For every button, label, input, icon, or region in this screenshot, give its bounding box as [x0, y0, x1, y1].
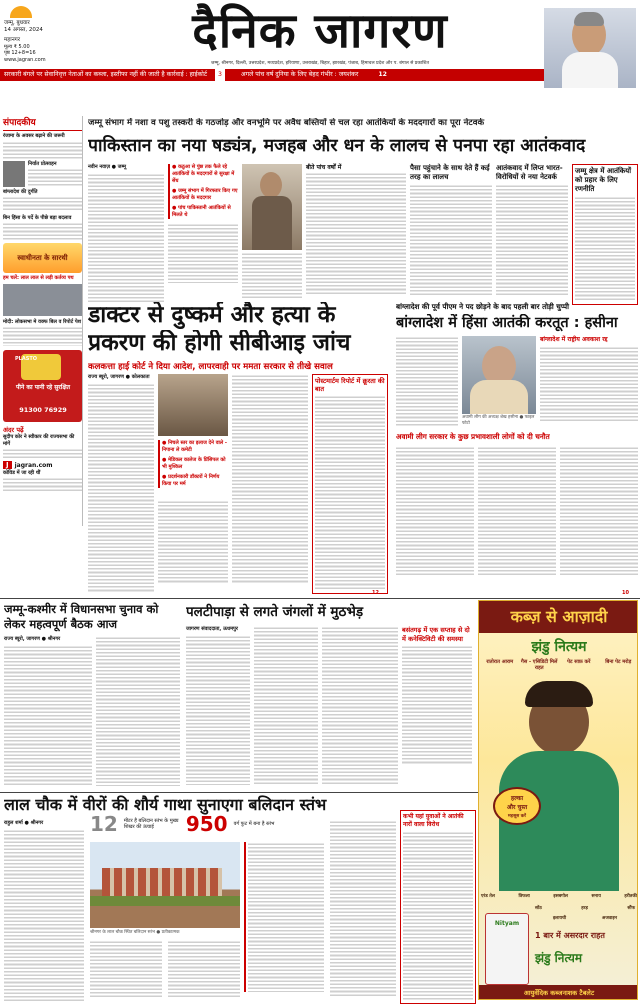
sidebar-c: [572, 164, 638, 305]
page-mark-2: 10: [622, 590, 629, 596]
left-column: [3, 116, 83, 526]
plasto-phone[interactable]: 91300 76929: [19, 406, 67, 414]
bangla-headline[interactable]: बांग्लादेश में हिंसा आतंकी करतूत : हसीना: [396, 315, 618, 331]
lead-body-col-3: [306, 164, 406, 294]
lead-box-1: ● कठुआ से पुंछ तक फैले रहे आतंकियों के मददगारों से सुरक्षा में सेंध: [172, 164, 235, 184]
doctor-body-col-1: [88, 374, 154, 593]
lead-box: [168, 164, 238, 283]
fact-2-text: वर्ग फुट में बना है स्तंभ: [233, 820, 275, 827]
encounter-headline[interactable]: पलटीपाड़ा से लगते जंगलों में मुठभेड़: [186, 604, 364, 620]
ad-bubble-1: हल्का: [510, 795, 524, 802]
ad-tag-4: बिना पेट मरोड़: [605, 659, 632, 665]
lalchowk-points: [244, 842, 324, 992]
herb-row-3: [535, 915, 635, 921]
lalchowk-caption: श्रीनगर के लाल चौक स्थित बलिदान स्तंभ ● प्रतीकात्मक: [90, 930, 180, 935]
doctor-headline-2[interactable]: प्रकरण की होगी सीबीआइ जांच: [88, 330, 351, 356]
bangla-rights[interactable]: बांग्लादेश में राष्ट्रीय अवकाश रद्द: [540, 336, 608, 343]
ad-bubble: [493, 787, 541, 825]
herb-5: हरीतकी: [624, 894, 637, 899]
lead-box-2: ● जम्मू संभाग में गिरफ्तार किए गए आतंकियों के मददगार: [172, 188, 238, 201]
lalchowk-body-1: [4, 820, 84, 1001]
editorial-bottom[interactable]: बिन हिंसा के पर्दे के पीछे बड़ा बदलाव: [3, 215, 72, 221]
doctor-box-a: ● निचले स्तर का इलाज देने वाले - निपाना ले कमेटी: [162, 440, 227, 453]
ad-tag-1: रातोरात आराम: [486, 659, 514, 665]
doctor-kicker: कलकत्ता हाई कोर्ट ने दिया आदेश, लापरवाही पर ममता सरकार से तीखे सवाल: [88, 362, 333, 372]
columnist-photo: [3, 161, 25, 187]
editorial-item-3[interactable]: बांग्लादेश की दुर्गति: [3, 189, 38, 195]
editorial-heading: संपादकीय: [3, 116, 82, 131]
ticker-page-1: 3: [215, 69, 225, 81]
doctor-photo: [158, 374, 228, 436]
jk-headline[interactable]: जम्मू-कश्मीर में विधानसभा चुनाव को लेकर महत्वपूर्ण बैठक आज: [4, 602, 159, 631]
herb-3: इसबगोल: [553, 894, 568, 899]
lalchowk-side-head[interactable]: कभी यहां युवाओं ने आतंकी नारों वाला विरोध: [403, 813, 464, 828]
herb-2: त्रिफला: [518, 894, 530, 899]
doctor-box-c: ● प्रदर्शनकारी डॉक्टरों ने निर्णय किया पर मर्म: [162, 474, 220, 487]
side-story-2-title[interactable]: मोदी: लोकसभा मे वक्फ बिल व रिपोर्ट पेश: [3, 319, 82, 325]
paper-logo: दैनिक जागरण: [192, 3, 448, 59]
rajasthan-box: [402, 626, 472, 765]
bangla-kicker: बांग्लादेश की पूर्व पीएम ने पद छोड़ने के बाद पहली बार तोड़ी चुप्पी: [396, 302, 569, 311]
masthead-photo: [544, 8, 636, 88]
sidebar-a: [410, 164, 492, 296]
ad-tags: [481, 659, 637, 681]
ad-footer: आयुर्वेदिक कब्जनाशक टैबलेट: [479, 985, 638, 1000]
ticker-item-1[interactable]: सरकारी बंगले पर सेवानिवृत्त नेताओं का कब्जा, इस्तीफा नहीं की जाती है कार्रवाई : हाईकोर्ट: [4, 71, 208, 78]
lalchowk-side: [400, 810, 476, 1004]
news-ticker: [0, 69, 544, 81]
herb-row-2: [535, 905, 635, 911]
postmortem-box: [312, 374, 388, 594]
doctor-body-col-3: [232, 374, 308, 584]
herb-1: एरंड तेल: [481, 894, 495, 899]
lalchowk-byline: राहुल शर्मा ● श्रीनगर: [4, 820, 44, 826]
herb-7: हरड़: [581, 906, 588, 911]
ad-pack: Nityam: [485, 913, 529, 985]
lead-photo: [242, 164, 302, 250]
rajasthan-head[interactable]: बसंतगढ़ में एक सप्ताह से दो में कनेक्टिविटी की समस्या: [402, 626, 470, 643]
sidebar-b-head[interactable]: आतंकवाद में लिप्त भारत-विरोधियों से नया नेटवर्क: [496, 164, 563, 181]
inside-heading: अंदर पढ़ें: [3, 426, 24, 434]
ad-bubble-3: महसूस करें: [507, 814, 527, 819]
hasina-caption: अवामी लीग की अध्यक्ष शेख हसीना ● फाइल फोटो: [462, 415, 535, 426]
herb-9: इलायची: [552, 916, 566, 921]
doctor-box: [158, 440, 228, 488]
hasina-photo: [462, 336, 536, 414]
plasto-text: पीने का पानी रहे सुरक्षित: [15, 384, 71, 391]
bangla-side: [540, 336, 638, 422]
ad-title: कब्ज़ से आज़ादी: [479, 601, 638, 633]
encounter-byline: जागरण संवाददाता, ऊधमपुर: [186, 626, 238, 632]
encounter-body-1: [186, 626, 250, 785]
page-mark-1: 12: [372, 590, 379, 596]
zandu-ad[interactable]: [478, 600, 638, 1000]
doctor-byline: राज्य ब्यूरो, जागरण ● कोलकाता: [88, 374, 150, 380]
ad-bubble-2: और चुस्त: [506, 804, 528, 811]
lead-body-col-1: [88, 164, 164, 303]
herb-8: सौंफ: [627, 906, 635, 911]
ad-tag-3: पेट साफ़ करें: [567, 659, 591, 665]
jk-byline: राज्य ब्यूरो, जागरण ● श्रीनगर: [4, 636, 61, 642]
lead-kicker: जम्मू संभाग में नशा व पशु तस्करी के गठजोड़ और वनभूमि पर अवैध बस्तियों से चल रहा आतंकियों के मददगारों का पूरा नेटवर्क: [88, 118, 485, 128]
pages: पृष्ठ 12+8=16: [4, 50, 36, 56]
date: जम्मू, बुधवार: [4, 20, 30, 26]
ad-tag-2: गैस - एसिडिटी मिलें राहत: [521, 659, 558, 671]
swadhinta-banner[interactable]: स्वाधीनता के सारथी: [3, 243, 82, 273]
jk-body-1: [4, 636, 92, 785]
herb-10: अजवाइन: [601, 916, 618, 921]
fact-2-number: 950: [185, 812, 228, 836]
ad-bottom: 1 बार में असरदार राहत: [535, 931, 605, 940]
herb-row-1: [481, 893, 637, 899]
lead-headline[interactable]: पाकिस्तान का नया षड्यंत्र, मजहब और धन के लालच से पनपा रहा आतंकवाद: [88, 136, 586, 156]
lalchowk-headline[interactable]: लाल चौक में वीरों की शौर्य गाथा सुनाएगा बलिदान स्तंभ: [4, 795, 327, 814]
editorial-item-2[interactable]: निर्यात प्रोत्साहन: [28, 161, 57, 167]
plasto-brand: PLASTO: [15, 356, 37, 362]
lead-byline: नवीन नवाज़ ● जम्मू: [88, 164, 126, 170]
ticker-item-2[interactable]: अगले पांच वर्ष दुनिया के लिए बेहद गंभीर : जयशंकर: [240, 71, 359, 78]
lalchowk-facts: [90, 810, 300, 838]
sidebar-b: [496, 164, 568, 296]
masthead-info: [4, 6, 74, 66]
jagran-j-icon: J: [3, 461, 12, 469]
publication-cities: जम्मू, श्रीनगर, दिल्ली, उत्तरप्रदेश, मध्यप्रदेश, हरियाणा, उत्तराखंड, बिहार, झारखंड, पंजाब, हिमाचल प्रदेश और प. बंगाल से प्रकाशित: [210, 61, 430, 66]
editorial-item-1[interactable]: रंजामा के अवसर बढ़ाने की जरूरी: [3, 133, 65, 139]
jagran-site[interactable]: jagran.com: [14, 461, 53, 469]
lalchowk-photo: [90, 842, 240, 928]
fact-1-text: मीटर है बलिदान स्तंभ के मुख्य शिखर की ऊंचाई: [123, 817, 179, 830]
sidebar-a-head[interactable]: पैसा पहुंचाने के साथ देते हैं कई तरह का लालच: [410, 164, 490, 181]
sidebar-a-title: बीते पांच वर्षों में: [306, 164, 342, 171]
doctor-headline-1[interactable]: डाक्टर से दुष्कर्म और हत्या के: [88, 302, 336, 328]
sun-logo-icon: [10, 6, 32, 18]
fact-1-number: 12: [90, 812, 118, 836]
ad-logo: झंडु नित्यम: [535, 951, 583, 965]
ad-brand: झंडु नित्यम: [531, 639, 587, 655]
postmortem-head[interactable]: पोस्टमार्टम रिपोर्ट में क्रूरता की बात: [315, 377, 385, 393]
plasto-ad[interactable]: [3, 350, 82, 422]
date-2: 14 अगस्त, 2024: [4, 27, 43, 33]
sidebar-c-head[interactable]: जम्मू क्षेत्र में आतंकियों को प्रहार के लिए रणनीति: [575, 167, 632, 193]
side-story-title[interactable]: हम चलें: लाल लाल से लड़ी कर्तव्य पथ: [3, 275, 74, 281]
side-story-photo: [3, 284, 82, 316]
herb-6: सोंठ: [535, 906, 542, 911]
ticker-page-2: 12: [378, 71, 387, 78]
price: मूल्य ₹ 5.00: [4, 44, 30, 50]
doctor-box-b: ● मेडिकल कालेज के प्रिंसिपल को भी मुश्किल: [162, 457, 226, 470]
herb-4: सनाय: [591, 894, 601, 899]
lead-box-3: ● पांच पाकिस्तानी आतंकियों से मिलते थे: [172, 205, 231, 218]
bangla-sub: अवामी लीग सरकार के कुछ प्रभावशाली लोगों को दी चनौत: [396, 432, 550, 441]
website[interactable]: www.jagran.com: [4, 57, 46, 63]
jagran-line[interactable]: कोविड में जा रही थीं: [3, 470, 41, 476]
inside-item[interactable]: सुदीप कोर ने स्वीकार की राज्यसभा की मांगें: [3, 434, 75, 447]
edition: महानगर: [4, 37, 21, 43]
